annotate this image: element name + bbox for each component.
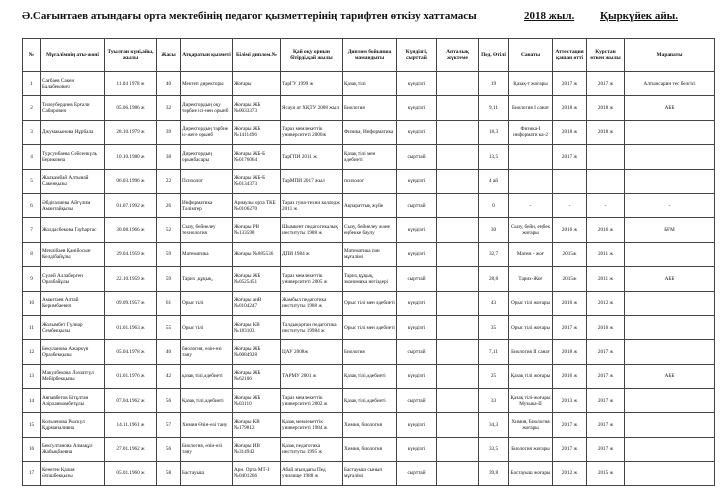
table-row xyxy=(23,340,715,364)
table-cell: күндізгі xyxy=(397,413,437,437)
table-cell xyxy=(625,242,715,266)
table-cell: 2015ж xyxy=(553,267,587,291)
table-cell: күндізгі xyxy=(397,72,437,96)
table-row xyxy=(23,389,715,413)
table-cell: Жоғары ЖБ №1411496 xyxy=(233,120,281,144)
table-row xyxy=(23,315,715,339)
table-cell xyxy=(625,413,715,437)
table-cell: Жоғары ЖБ-Б №0176064 xyxy=(233,145,281,169)
table-cell: Қазақ педагогика институты 1995 ж xyxy=(281,437,343,461)
table-cell: Жоғары ЖБ №03110 xyxy=(233,389,281,413)
table-cell: 11.04 1978 ж xyxy=(105,72,157,96)
table-cell: Психолог xyxy=(181,169,233,193)
table-cell: 2016 ж xyxy=(587,315,625,339)
table-cell: Орыс тілі жоғары xyxy=(509,291,553,315)
table-cell: 2017 ж xyxy=(587,437,625,461)
table-cell: 2017 ж xyxy=(553,145,587,169)
table-row xyxy=(23,120,715,144)
table-cell: 2011 ж xyxy=(587,242,625,266)
table-row xyxy=(23,96,715,120)
table-cell: Биология, өзін-өзі тану xyxy=(181,437,233,461)
table-cell: ЦАУ 2008ж xyxy=(281,340,343,364)
table-cell: 27.01.1962 ж xyxy=(105,437,157,461)
table-cell: АББ xyxy=(625,96,715,120)
table-row xyxy=(23,461,715,485)
table-cell: ТарГПИ 2011 ж xyxy=(281,145,343,169)
table-cell: 57 xyxy=(157,413,181,437)
table-cell: Сызу, бейнелеу технология xyxy=(181,218,233,242)
table-cell: Орыс тілі xyxy=(181,315,233,339)
table-cell: 01.07.1992 ж xyxy=(105,193,157,217)
table-cell: Биология ІІ санат xyxy=(509,340,553,364)
table-cell: Жолдасбекова Гауһартас xyxy=(41,218,105,242)
table-row xyxy=(23,413,715,437)
title-month: Қыркүйек айы. xyxy=(600,10,679,22)
table-cell: 2018 ж xyxy=(553,96,587,120)
table-cell: Жоғары ИВ №314942 xyxy=(233,437,281,461)
table-cell: 17 xyxy=(23,461,41,485)
table-cell xyxy=(625,291,715,315)
table-cell: 2017 ж xyxy=(587,389,625,413)
column-header: Пед. Өтілі xyxy=(479,39,509,72)
table-cell xyxy=(587,145,625,169)
table-cell: Орыс тілі мен әдебиеті xyxy=(343,291,397,315)
column-header: Білімі диплом.№ xyxy=(233,39,281,72)
table-cell: Мектеп директоры xyxy=(181,72,233,96)
table-cell: сырттай xyxy=(397,389,437,413)
table-cell: Сүлей Аллаберген Оразбайұлы xyxy=(41,267,105,291)
table-cell: 33 xyxy=(479,389,509,413)
table-cell: 2017 ж xyxy=(587,364,625,388)
table-cell: 28.10.1979 ж xyxy=(105,120,157,144)
table-cell: 32,7 xyxy=(479,242,509,266)
table-cell: биология, өзін-өзі тану xyxy=(181,340,233,364)
table-cell: 2011 ж xyxy=(587,267,625,291)
table-cell: - xyxy=(625,193,715,217)
table-cell xyxy=(437,413,479,437)
table-cell: 5 xyxy=(23,169,41,193)
table-cell: 14 xyxy=(23,389,41,413)
table-cell: 52 xyxy=(157,218,181,242)
table-cell: 29.04.1959 ж xyxy=(105,242,157,266)
table-cell: Директордың орынбасары xyxy=(181,145,233,169)
table-cell: Бексултанова Алмақұл Жабықбаевна xyxy=(41,437,105,461)
table-cell: Талдықорған педагогика институты 19984 ж xyxy=(281,315,343,339)
table-cell: Қазақ тілі мен әдебиеті xyxy=(343,145,397,169)
table-cell xyxy=(437,169,479,193)
table-cell xyxy=(625,461,715,485)
table-cell: Турсунбаева Сейсенкүль Бериковна xyxy=(41,145,105,169)
table-cell: Биология xyxy=(343,96,397,120)
table-cell: 2017 ж xyxy=(553,437,587,461)
table-cell xyxy=(625,340,715,364)
table-cell: 2015ж xyxy=(553,242,587,266)
column-header: Марапаты xyxy=(625,39,715,72)
table-cell: күндізгі xyxy=(397,437,437,461)
table-cell: Биология І санат xyxy=(509,96,553,120)
table-row xyxy=(23,218,715,242)
table-cell: ДПИ 1984 ж xyxy=(281,242,343,266)
table-cell: Химия, Биология жоғары xyxy=(509,413,553,437)
table-cell: Тарих,құқық, экономика негіздері xyxy=(343,267,397,291)
table-cell: 12 xyxy=(23,340,41,364)
table-cell: 2013 ж xyxy=(553,389,587,413)
table-cell: Сызу, бейн, еңбек жоғары xyxy=(509,218,553,242)
table-cell xyxy=(437,461,479,485)
table-cell: 39,8 xyxy=(479,461,509,485)
table-cell: Тараз гума-техни колледж 2011 ж xyxy=(281,193,343,217)
table-cell: 18,3 xyxy=(479,120,509,144)
table-cell: 58 xyxy=(157,461,181,485)
column-header: Курстан өткен жылы xyxy=(587,39,625,72)
table-cell: Жоғары ЖБ №62106 xyxy=(233,364,281,388)
table-cell xyxy=(437,193,479,217)
table-cell: күндізгі xyxy=(397,242,437,266)
table-cell: Информатика Тәлімгер xyxy=(181,193,233,217)
table-cell: 05.06.1986 ж xyxy=(105,96,157,120)
table-row xyxy=(23,291,715,315)
table-cell: күндізгі xyxy=(397,120,437,144)
table-cell: Жамбыл педагогика институты 1988 ж xyxy=(281,291,343,315)
table-cell: 2017 ж xyxy=(553,72,587,96)
table-cell: 1 xyxy=(23,72,41,96)
title-main: Ә.Сағынтаев атындағы орта мектебінің педагог қызметтерінің тарифтен өткізу хаттамасы xyxy=(22,10,477,22)
table-cell: күндізгі xyxy=(397,96,437,120)
table-cell xyxy=(437,437,479,461)
table-cell xyxy=(509,169,553,193)
table-cell: Жоғары ЖБ №0525451 xyxy=(233,267,281,291)
table-cell: Жоғары КВ №183103 xyxy=(233,315,281,339)
table-cell: Тарих ,құқық, xyxy=(181,267,233,291)
table-cell: 2017 ж xyxy=(587,72,625,96)
table-cell: АББ xyxy=(625,267,715,291)
table-cell xyxy=(437,242,479,266)
table-cell: сырттай xyxy=(397,461,437,485)
table-cell xyxy=(437,120,479,144)
table-cell xyxy=(437,218,479,242)
table-cell: күндізгі xyxy=(397,364,437,388)
table-cell: 33,5 xyxy=(479,437,509,461)
table-cell: 2018 ж xyxy=(553,120,587,144)
table-cell: Тараз мемлекеттік университеті 2002 ж xyxy=(281,389,343,413)
table-cell: 11 xyxy=(23,315,41,339)
table-cell: 2017 ж xyxy=(587,413,625,437)
table-cell: Химия, биология xyxy=(343,437,397,461)
table-cell: 01.01.1976 ж xyxy=(105,364,157,388)
table-cell: Биология xyxy=(343,340,397,364)
table-cell: 7 xyxy=(23,218,41,242)
table-cell: 2018 ж xyxy=(553,340,587,364)
table-cell: Жоғары xyxy=(233,72,281,96)
table-cell: Бастауыш xyxy=(181,461,233,485)
table-cell: Орыс тілі мен әдебиеті xyxy=(343,315,397,339)
table-cell: 2012 ж xyxy=(553,461,587,485)
table-cell: 38 xyxy=(157,145,181,169)
table-cell: 01.01.1963 ж xyxy=(105,315,157,339)
table-cell: Матем - жоғ xyxy=(509,242,553,266)
table-cell: Жоғары ЖБ №0033373 xyxy=(233,96,281,120)
table-cell: 22 xyxy=(157,169,181,193)
table-cell xyxy=(509,145,553,169)
table-cell xyxy=(553,169,587,193)
column-header: Диплом бойынша мамандығы xyxy=(343,39,397,72)
table-cell: Математика xyxy=(181,242,233,266)
table-cell: Тарих-Жоғ xyxy=(509,267,553,291)
table-cell: Тараз мемлекеттік университеті 2000ж xyxy=(281,120,343,144)
table-cell: Ақпараттық жүйе xyxy=(343,193,397,217)
table-row xyxy=(23,364,715,388)
column-header: Жасы xyxy=(157,39,181,72)
table-cell xyxy=(437,267,479,291)
table-cell: Джумакынова Нұрбала xyxy=(41,120,105,144)
table-row xyxy=(23,267,715,291)
table-cell: 30.08.1966 ж xyxy=(105,218,157,242)
table-cell xyxy=(437,145,479,169)
table-cell: 09.09.1957 ж xyxy=(105,291,157,315)
table-cell: Аяпавбетов Бітұлтан Азірханмамбетұлы xyxy=(41,389,105,413)
table-row xyxy=(23,193,715,217)
table-cell xyxy=(437,364,479,388)
table-cell: ТарГУ 1999 ж xyxy=(281,72,343,96)
table-cell: 6 xyxy=(23,193,41,217)
column-header: № xyxy=(23,39,41,72)
table-cell xyxy=(437,315,479,339)
tariff-table xyxy=(22,38,715,486)
table-cell: Физика-І информати ка-2 xyxy=(509,120,553,144)
table-cell: Химия Өзін-өзі тану xyxy=(181,413,233,437)
table-cell: Кеөеген Қалия Әлішбекқызы xyxy=(41,461,105,485)
table-cell xyxy=(625,389,715,413)
column-header: Атқаратын қызметі xyxy=(181,39,233,72)
table-cell: 05.01.1960 ж xyxy=(105,461,157,485)
table-cell xyxy=(625,315,715,339)
table-cell: 35 xyxy=(479,315,509,339)
table-cell: Жоғары ЖБ-Б №0134373 xyxy=(233,169,281,193)
table-cell: 55 xyxy=(157,315,181,339)
table-cell: Әбдіғалиева Айгүлим Амантайқызы xyxy=(41,193,105,217)
table-cell: 28,8 xyxy=(479,267,509,291)
table-cell: 15 xyxy=(23,413,41,437)
column-header: Санаты xyxy=(509,39,553,72)
table-cell: 2016 ж xyxy=(553,218,587,242)
table-row xyxy=(23,437,715,461)
table-cell: Шымкент педагогикалық институты 1988 ж xyxy=(281,218,343,242)
table-cell: Макулбекова Ләззатгүл Мейірбекқызы xyxy=(41,364,105,388)
table-cell: Химия, биология xyxy=(343,413,397,437)
table-cell: Қазақ тілі жоғары xyxy=(509,364,553,388)
table-cell: 43 xyxy=(479,291,509,315)
table-cell: Кользенова Рыскүл Қдрманаливна xyxy=(41,413,105,437)
table-cell: 25 xyxy=(479,364,509,388)
table-cell: сырттай xyxy=(397,145,437,169)
table-cell: 13,5 xyxy=(479,145,509,169)
table-cell: күндізгі xyxy=(397,291,437,315)
table-cell: 56 xyxy=(157,389,181,413)
table-cell: - xyxy=(587,193,625,217)
column-header: Апталық жүктеме xyxy=(437,39,479,72)
table-cell: Қазақ тілі,әдебиеті xyxy=(343,364,397,388)
table-cell: 16 xyxy=(23,437,41,461)
table-cell: 2017 ж xyxy=(553,413,587,437)
table-cell xyxy=(625,437,715,461)
table-cell: АББ xyxy=(625,364,715,388)
table-cell xyxy=(625,145,715,169)
table-cell: Менлібаев Қанібосын Келдібайұлы xyxy=(41,242,105,266)
table-cell: - xyxy=(553,193,587,217)
table-cell: Қазақ тілі-жоғары Музыка-ІІ xyxy=(509,389,553,413)
table-cell: 05.04.1978 ж xyxy=(105,340,157,364)
table-cell: 4 xyxy=(23,145,41,169)
column-header: Қай оқу орнын бітірді,қай жылы xyxy=(281,39,343,72)
table-cell xyxy=(587,169,625,193)
table-cell: 0 xyxy=(479,193,509,217)
table-cell: 61 xyxy=(157,291,181,315)
table-header-row xyxy=(23,39,715,72)
table-cell xyxy=(437,72,479,96)
table-cell: 30 xyxy=(479,218,509,242)
table-cell: Бастауыш сынып мұғалімі xyxy=(343,461,397,485)
table-cell: Бекуланова Ажаркүн Оразбекқызы xyxy=(41,340,105,364)
table-cell: 4 ай xyxy=(479,169,509,193)
table-cell: ТарМПИ 2017 жыл xyxy=(281,169,343,193)
table-cell: Жоғары аиВ №0104247 xyxy=(233,291,281,315)
table-cell: 2018 ж xyxy=(587,120,625,144)
table-cell: 39 xyxy=(157,120,181,144)
table-cell: 2016 ж xyxy=(553,364,587,388)
table-cell: 59 xyxy=(157,267,181,291)
table-cell: 2017 ж xyxy=(587,340,625,364)
table-cell: 2016 ж xyxy=(553,291,587,315)
table-cell: Қазақ мемлекеттік университеті 1984 ж xyxy=(281,413,343,437)
table-cell: 14.11.1961 ж xyxy=(105,413,157,437)
table-cell: 8 xyxy=(23,242,41,266)
table-cell xyxy=(437,340,479,364)
table-cell: Физика, Информатика xyxy=(343,120,397,144)
table-cell: 2016 ж xyxy=(587,218,625,242)
table-cell: БҒМ xyxy=(625,218,715,242)
table-cell: Жоғары ЖБ №0084928 xyxy=(233,340,281,364)
table-cell: 10 xyxy=(23,291,41,315)
table-cell: Биология жоғары xyxy=(509,437,553,461)
table-row xyxy=(23,242,715,266)
table-cell: сырттай xyxy=(397,193,437,217)
table-cell: күндізгі xyxy=(397,169,437,193)
table-cell: 2018 ж xyxy=(587,96,625,120)
table-cell: Сызу, бейнелеу және еңбекке баулу xyxy=(343,218,397,242)
table-cell: 9,11 xyxy=(479,96,509,120)
table-cell: 42 xyxy=(157,364,181,388)
table-cell: Қазақ тілі,әдебиеті xyxy=(343,389,397,413)
table-cell: Арн. Орта МТ-І №0401266 xyxy=(233,461,281,485)
table-cell: Жолымбет Гүлнар Сембекқызы xyxy=(41,315,105,339)
table-cell: Қазақ-т жоғары xyxy=(509,72,553,96)
table-cell: 40 xyxy=(157,72,181,96)
table-cell: Орыс тілі жоғары xyxy=(509,315,553,339)
table-cell: Ясауи ат ХҚТУ 2008 жыл xyxy=(281,96,343,120)
table-cell: Сағбаев Сакен Балабекович xyxy=(41,72,105,96)
table-cell: Директордың тәрбие іс-жеге орынб xyxy=(181,120,233,144)
table-row xyxy=(23,145,715,169)
table-cell: 2012 ж xyxy=(587,291,625,315)
table-cell: Жоғары РВ №133598 xyxy=(233,218,281,242)
table-cell: қазақ тілі,әдебиеті xyxy=(181,364,233,388)
table-cell: 34,3 xyxy=(479,413,509,437)
table-cell xyxy=(625,120,715,144)
table-cell: күндізгі xyxy=(397,218,437,242)
table-cell: - xyxy=(509,193,553,217)
table-cell: Қазақ тілі xyxy=(343,72,397,96)
table-cell: сырттай xyxy=(397,267,437,291)
table-cell: 32 xyxy=(157,96,181,120)
table-cell: 22.10.1959 ж xyxy=(105,267,157,291)
table-cell: Математика пән мұғалімі xyxy=(343,242,397,266)
table-cell xyxy=(437,291,479,315)
table-cell: 56 xyxy=(157,437,181,461)
table-cell: Тилеубердиев Ерғали Сабирович xyxy=(41,96,105,120)
table-cell: 07.04.1962 ж xyxy=(105,389,157,413)
column-header: Күндізгі, сырттай xyxy=(397,39,437,72)
table-cell: 3 xyxy=(23,120,41,144)
table-cell: 40 xyxy=(157,340,181,364)
table-cell: Бастауыш жоғары xyxy=(509,461,553,485)
table-cell: 10.10.1980 ж xyxy=(105,145,157,169)
table-cell: Тараз мемлекеттік университеті 2005 ж xyxy=(281,267,343,291)
table-cell: психолог xyxy=(343,169,397,193)
table-cell: Орыс тілі xyxy=(181,291,233,315)
table-cell: Жоғары №085536 xyxy=(233,242,281,266)
column-header: Мұғалімнің аты-жөні xyxy=(41,39,105,72)
table-cell: Абай атындағы Пед училище 1988 ж xyxy=(281,461,343,485)
table-cell: Жалкамбай Алтынай Сакенқызы xyxy=(41,169,105,193)
table-cell: 2017 ж xyxy=(553,315,587,339)
table-cell: 7,11 xyxy=(479,340,509,364)
table-cell: Амантаев Алтай Керимбаевич xyxy=(41,291,105,315)
table-cell: Директордың оқу тәрбие ісі-нен орынб xyxy=(181,96,233,120)
table-cell: 59 xyxy=(157,242,181,266)
table-cell: Жоғары КВ №179812 xyxy=(233,413,281,437)
table-cell: 19 xyxy=(479,72,509,96)
table-cell: 06.03.1996 ж xyxy=(105,169,157,193)
table-row xyxy=(23,72,715,96)
column-header: Туылған күні,айы, жылы xyxy=(105,39,157,72)
table-cell: 26 xyxy=(157,193,181,217)
table-cell: күндізгі xyxy=(397,315,437,339)
table-cell: 9 xyxy=(23,267,41,291)
column-header: Аттестация қашан өтті xyxy=(553,39,587,72)
table-row xyxy=(23,169,715,193)
table-cell: сырттай xyxy=(397,340,437,364)
table-cell: 13 xyxy=(23,364,41,388)
document-title xyxy=(0,6,720,26)
table-cell: 2 xyxy=(23,96,41,120)
table-cell: Алтынсарин тес белгісі xyxy=(625,72,715,96)
table-cell xyxy=(625,169,715,193)
table-cell: Арнаулы орта ТКБ №0106270 xyxy=(233,193,281,217)
table-body xyxy=(23,72,715,486)
table-cell xyxy=(437,96,479,120)
title-year: 2018 жыл. xyxy=(524,10,575,22)
table-cell: ТАРМУ 2001 ж xyxy=(281,364,343,388)
table-cell xyxy=(437,389,479,413)
table-cell: Қазақ тілі,әдебиеті xyxy=(181,389,233,413)
table-cell: 2015 ж xyxy=(587,461,625,485)
